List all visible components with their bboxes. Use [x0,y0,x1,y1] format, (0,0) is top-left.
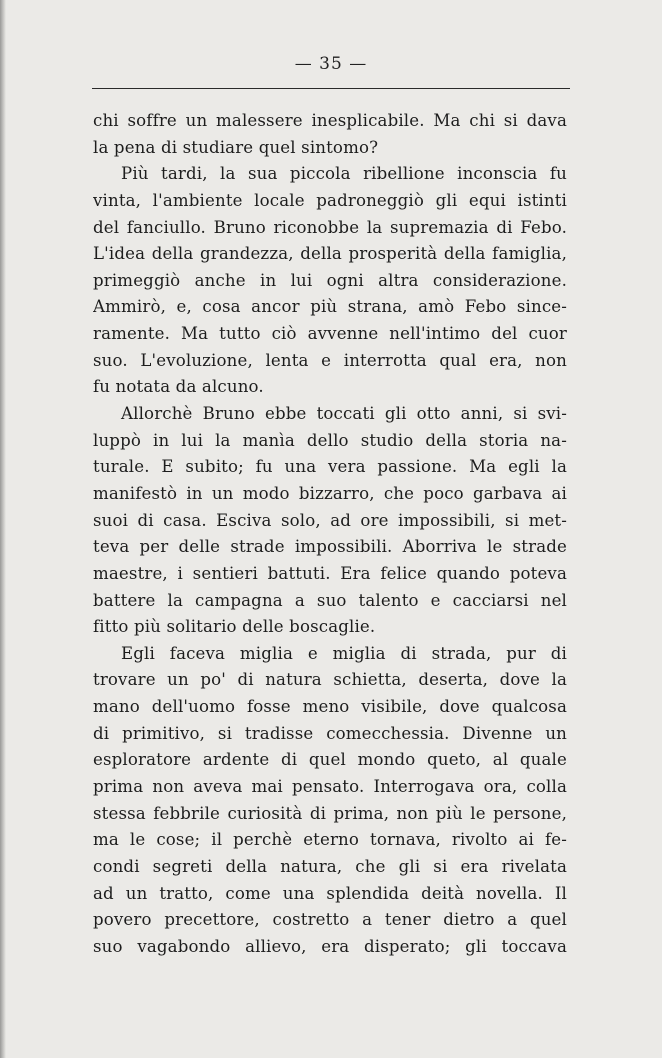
text-line: manifestò in un modo bizzarro, che poco garbava ai [93,483,567,503]
text-line: povero precettore, costretto a tener dietro a quel [93,910,567,930]
text-line: Più tardi, la sua piccola ribellione inconscia fu [121,164,567,184]
text-line: del fanciullo. Bruno riconobbe la supremazia di Febo. [93,217,567,237]
text-line: ma le cose; il perchè eterno tornava, rivolto ai fe- [93,830,567,850]
text-line: trovare un po' di natura schietta, deserta, dove la [93,670,567,690]
text-line: ramente. Ma tutto ciò avvenne nell'intimo del cuor [93,324,567,344]
text-line: ad un tratto, come una splendida deità novella. Il [93,883,567,903]
text-line: condi segreti della natura, che gli si era rivelata [93,856,567,876]
page-edge-shadow [0,0,6,1058]
text-line: luppò in lui la manìa dello studio della storia na- [93,430,567,450]
text-line: suo vagabondo allievo, era disperato; gli toccava [93,936,567,956]
text-line: Ammirò, e, cosa ancor più strana, amò Febo since- [93,297,567,317]
header-rule [92,88,570,89]
body-text [93,108,567,961]
text-line: suoi di casa. Esciva solo, ad ore impossibili, si met- [93,510,567,530]
text-line: battere la campagna a suo talento e cacciarsi nel [93,590,567,610]
text-line: di primitivo, si tradisse comecchessia. Divenne un [93,723,567,743]
text-line: primeggiò anche in lui ogni altra considerazione. [93,270,567,290]
text-line: fu notata da alcuno. [93,377,264,397]
text-line: esploratore ardente di quel mondo queto, al quale [93,750,567,770]
text-line: turale. E subito; fu una vera passione. Ma egli la [93,457,567,477]
text-line: stessa febbrile curiosità di prima, non più le persone, [93,803,567,823]
text-line: L'idea della grandezza, della prosperità della famiglia, [93,244,567,264]
text-line: Egli faceva miglia e miglia di strada, pur di [121,643,567,663]
text-line: teva per delle strade impossibili. Aborriva le strade [93,537,567,557]
text-line: la pena di studiare quel sintomo? [93,137,379,157]
text-line: suo. L'evoluzione, lenta e interrotta qual era, non [93,350,567,370]
text-line: fitto più solitario delle boscaglie. [93,617,376,637]
text-line: vinta, l'ambiente locale padroneggiò gli equi istinti [93,190,567,210]
text-line: chi soffre un malessere inesplicabile. Ma chi si dava [93,111,567,130]
text-line: Allorchè Bruno ebbe toccati gli otto anni, si svi- [121,404,567,424]
text-line: prima non aveva mai pensato. Interrogava ora, colla [93,777,567,797]
text-line: mano dell'uomo fosse meno visibile, dove qualcosa [93,697,567,717]
text-line: maestre, i sentieri battuti. Era felice quando poteva [93,563,567,583]
page-number-header: — 35 — [294,54,368,74]
